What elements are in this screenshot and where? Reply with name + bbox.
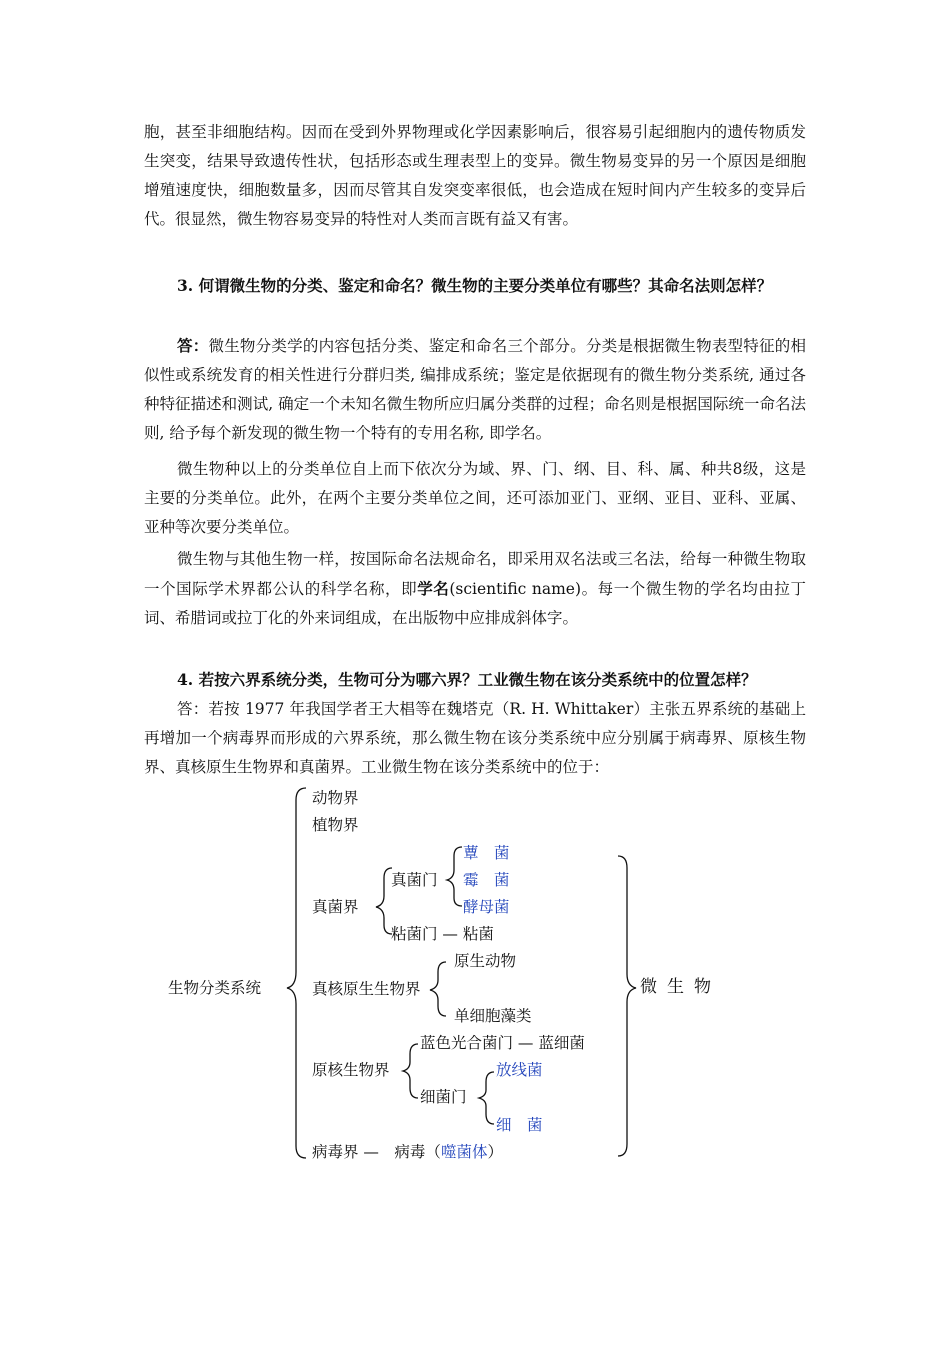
- answer-label: 答：: [177, 336, 209, 355]
- actinomycetes-label: 放线菌: [496, 1061, 543, 1079]
- main-left-brace: [287, 788, 306, 1158]
- prokaryote-brace: [403, 1044, 418, 1098]
- q3-answer-text-3b: (scientific name)。每一个微生物的学名均由拉丁词、希腊词或拉丁化的外来词组成，在出版物中应排成斜体字。: [144, 580, 806, 627]
- cyanobacteria-phylum: 蓝色光合菌门 — 蓝细菌: [420, 1034, 585, 1052]
- animal-kingdom: 动物界: [312, 789, 359, 807]
- scientific-name-term: 学名: [417, 579, 450, 598]
- eumycota-brace: [447, 847, 462, 906]
- bacteria-phylum: 细菌门: [420, 1088, 467, 1106]
- algae-label: 单细胞藻类: [454, 1007, 532, 1025]
- q3-answer-text-1: 微生物分类学的内容包括分类、鉴定和命名三个部分。分类是根据微生物表型特征的相似性或系统发育的相关性进行分群归类, 编排成系统；鉴定是依据现有的微生物分类系统, 通过各种特征描述和测试, 确定一个未知名微生物所应归属分类群的过程；命名则是根据国际统一命名法则, 给予每个新发现的微生物一个特有的专用名称, 即学名。: [144, 337, 806, 442]
- bacteria-label: 细 菌: [496, 1116, 543, 1134]
- q4-answer-paragraph: 答：若按 1977 年我国学者王大椙等在魏塔克（R. H. Whittaker）主张五界系统的基础上再增加一个病毒界而形成的六界系统，那么微生物在该分类系统中应分别属于病毒界、原核生物界、真核原生生物界和真菌界。工业微生物在该分类系统中的位于：: [144, 700, 806, 776]
- virus-kingdom-text: 病毒界 — 病毒（: [312, 1143, 441, 1161]
- diagram-root-label: 生物分类系统: [168, 979, 262, 997]
- protozoa-label: 原生动物: [454, 952, 517, 970]
- virus-close-paren: ）: [487, 1143, 503, 1161]
- slime-mold-phylum: 粘菌门 — 粘菌: [391, 925, 494, 943]
- q3-answer-paragraph-2: 微生物种以上的分类单位自上而下依次分为域、界、门、纲、目、科、属、种共8级，这是主要的分类单位。此外，在两个主要分类单位之间，还可添加亚门、亚纲、亚目、亚科、亚属、亚种等次要分类单位。: [144, 460, 806, 536]
- fungi-kingdom: 真菌界: [312, 898, 359, 916]
- bacteria-phylum-brace: [479, 1072, 494, 1124]
- right-brace: [618, 856, 636, 1156]
- eumycota-phylum: 真菌门: [391, 871, 438, 889]
- plant-kingdom: 植物界: [312, 816, 359, 834]
- prokaryote-kingdom: 原核生物界: [312, 1061, 390, 1079]
- intro-paragraph: 胞，甚至非细胞结构。因而在受到外界物理或化学因素影响后，很容易引起细胞内的遗传物质发生突变，结果导致遗传性状，包括形态或生理表型上的变异。微生物易变异的另一个原因是细胞增殖速度快，细胞数量多，因而尽管其自发突变率很低，也会造成在短时间内产生较多的变异后代。很显然，微生物容易变异的特性对人类而言既有益又有害。: [144, 123, 806, 228]
- virus-kingdom: [312, 1142, 503, 1162]
- yeast-label: 酵母菌: [463, 898, 510, 916]
- microbe-label: 微生物: [640, 977, 721, 997]
- protista-brace: [430, 962, 446, 1016]
- question-4-heading: 4. 若按六界系统分类，生物可分为哪六界？工业微生物在该分类系统中的位置怎样？: [177, 670, 757, 689]
- mushroom-label: 蕈 菌: [463, 844, 510, 862]
- mold-label: 霉 菌: [463, 871, 510, 889]
- question-3-heading: 3. 何谓微生物的分类、鉴定和命名？微生物的主要分类单位有哪些？其命名法则怎样？: [177, 276, 773, 295]
- q3-answer-text-3a: 微生物与其他生物一样，按国际命名法规命名，即采用双名法或三名法，给每一种微生物取一个国际学术界都公认的科学名称，即: [144, 550, 806, 598]
- protista-kingdom: 真核原生生物界: [312, 980, 421, 998]
- fungi-brace: [376, 868, 392, 934]
- phage-label: 噬菌体: [440, 1143, 488, 1161]
